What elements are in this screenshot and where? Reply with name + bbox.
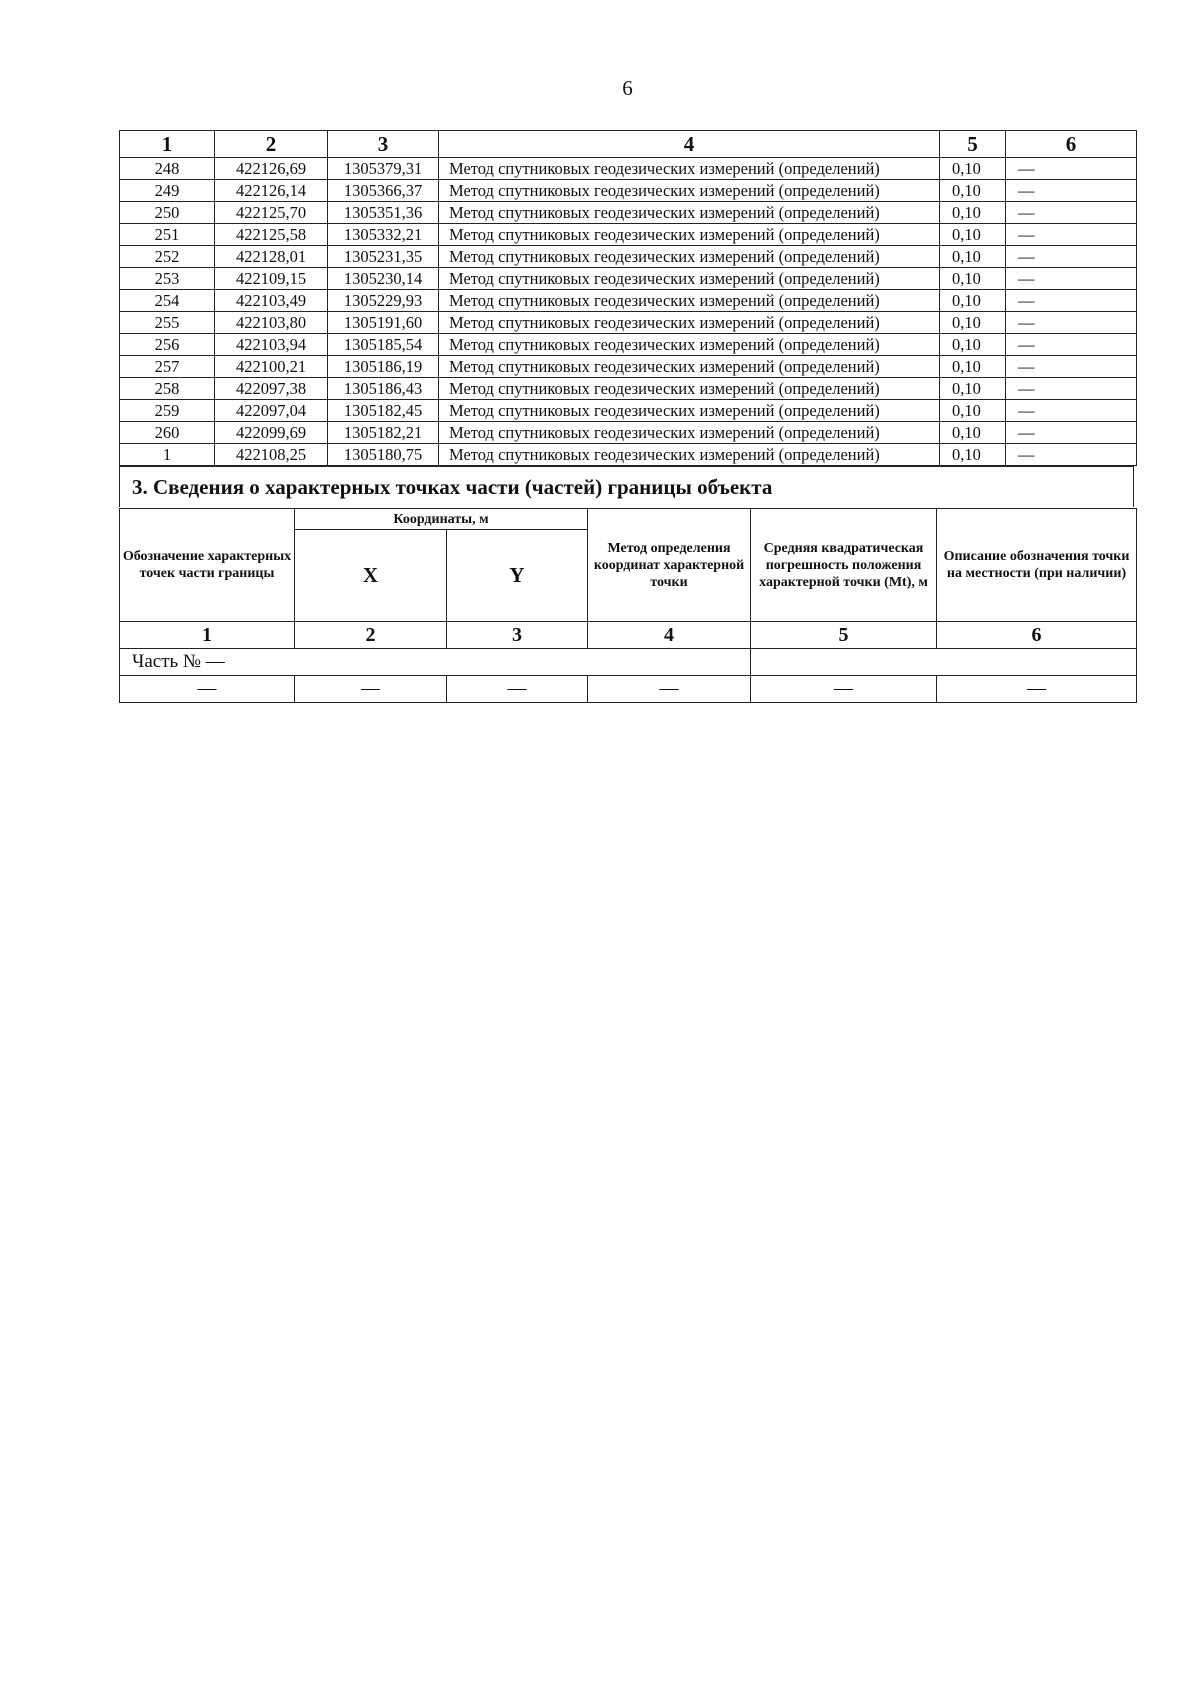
header-x: X [295,530,447,622]
header-y: Y [447,530,588,622]
table-row [120,444,1137,466]
part-label-empty [751,649,1137,676]
coord-y-cell: 1305379,31 [328,158,439,180]
method-cell: Метод спутниковых геодезических измерений (определений) [439,312,940,334]
table-row [120,356,1137,378]
error-cell: 0,10 [940,312,1006,334]
column-numbers-row [120,622,1137,649]
boundary-points-table [119,130,1137,466]
header-coordinates: Координаты, м [295,509,588,530]
description-cell: — [1006,400,1137,422]
description-cell: — [1006,312,1137,334]
coord-y-cell: 1305186,19 [328,356,439,378]
method-cell: Метод спутниковых геодезических измерений (определений) [439,268,940,290]
coord-x-cell: 422125,70 [215,202,328,224]
method-cell: Метод спутниковых геодезических измерений (определений) [439,444,940,466]
coord-y-cell: 1305191,60 [328,312,439,334]
description-cell: — [1006,202,1137,224]
coord-x-cell: 422097,38 [215,378,328,400]
point-number-cell: 257 [120,356,215,378]
table-row [120,378,1137,400]
header-error-text: Средняя квадратическая погрешность положения характерной точки (Mt), м [759,540,928,590]
column-number-4: 4 [588,622,751,649]
error-cell: 0,10 [940,224,1006,246]
error-cell: 0,10 [940,378,1006,400]
description-cell: — [1006,268,1137,290]
column-number-1: 1 [120,622,295,649]
error-cell: 0,10 [940,268,1006,290]
part-boundary-table [119,508,1137,703]
table-row [120,246,1137,268]
point-number-cell: 258 [120,378,215,400]
description-cell: — [1006,378,1137,400]
description-cell: — [1006,444,1137,466]
point-number-cell: 255 [120,312,215,334]
coord-x-cell: 422126,69 [215,158,328,180]
method-cell: Метод спутниковых геодезических измерений (определений) [439,180,940,202]
empty-value-cell: — [120,676,295,703]
column-header-1: 1 [120,131,215,158]
coord-x-cell: 422108,25 [215,444,328,466]
description-cell: — [1006,246,1137,268]
coord-x-cell: 422125,58 [215,224,328,246]
empty-value-cell: — [751,676,937,703]
empty-value-cell: — [937,676,1137,703]
coord-y-cell: 1305185,54 [328,334,439,356]
method-cell: Метод спутниковых геодезических измерений (определений) [439,202,940,224]
table-row [120,180,1137,202]
column-number-5: 5 [751,622,937,649]
description-cell: — [1006,334,1137,356]
point-number-cell: 248 [120,158,215,180]
column-header-3: 3 [328,131,439,158]
point-number-cell: 252 [120,246,215,268]
coord-x-cell: 422128,01 [215,246,328,268]
point-number-cell: 1 [120,444,215,466]
table-header-row [120,131,1137,158]
error-cell: 0,10 [940,202,1006,224]
coord-y-cell: 1305186,43 [328,378,439,400]
description-cell: — [1006,224,1137,246]
point-number-cell: 253 [120,268,215,290]
coord-y-cell: 1305332,21 [328,224,439,246]
part-data-row [120,676,1137,703]
header-description: Описание обозначения точки на местности (при наличии) [937,509,1137,622]
description-cell: — [1006,356,1137,378]
column-header-4: 4 [439,131,940,158]
point-number-cell: 259 [120,400,215,422]
method-cell: Метод спутниковых геодезических измерений (определений) [439,158,940,180]
coord-y-cell: 1305182,21 [328,422,439,444]
page-number: 6 [622,76,633,100]
column-header-6: 6 [1006,131,1137,158]
error-cell: 0,10 [940,422,1006,444]
error-cell: 0,10 [940,158,1006,180]
method-cell: Метод спутниковых геодезических измерений (определений) [439,356,940,378]
description-cell: — [1006,158,1137,180]
point-number-cell: 249 [120,180,215,202]
column-number-2: 2 [295,622,447,649]
method-cell: Метод спутниковых геодезических измерений (определений) [439,224,940,246]
column-number-3: 3 [447,622,588,649]
coord-y-cell: 1305182,45 [328,400,439,422]
description-cell: — [1006,422,1137,444]
coord-x-cell: 422109,15 [215,268,328,290]
coord-y-cell: 1305366,37 [328,180,439,202]
empty-value-cell: — [588,676,751,703]
error-cell: 0,10 [940,180,1006,202]
coord-x-cell: 422103,80 [215,312,328,334]
coord-y-cell: 1305180,75 [328,444,439,466]
description-cell: — [1006,180,1137,202]
coord-x-cell: 422126,14 [215,180,328,202]
table-row [120,202,1137,224]
method-cell: Метод спутниковых геодезических измерений (определений) [439,334,940,356]
table-row [120,268,1137,290]
point-number-cell: 260 [120,422,215,444]
coord-y-cell: 1305231,35 [328,246,439,268]
header-error [751,509,937,622]
description-cell: — [1006,290,1137,312]
error-cell: 0,10 [940,334,1006,356]
method-cell: Метод спутниковых геодезических измерений (определений) [439,246,940,268]
coord-x-cell: 422103,49 [215,290,328,312]
section-title: 3. Сведения о характерных точках части (частей) границы объекта [132,475,773,499]
table-row [120,158,1137,180]
column-header-5: 5 [940,131,1006,158]
empty-value-cell: — [447,676,588,703]
point-number-cell: 256 [120,334,215,356]
table-row [120,334,1137,356]
table-row [120,422,1137,444]
header-method: Метод определения координат характерной точки [588,509,751,622]
error-cell: 0,10 [940,356,1006,378]
table-row [120,312,1137,334]
column-header-2: 2 [215,131,328,158]
method-cell: Метод спутниковых геодезических измерений (определений) [439,290,940,312]
coord-x-cell: 422099,69 [215,422,328,444]
coord-y-cell: 1305229,93 [328,290,439,312]
method-cell: Метод спутниковых геодезических измерений (определений) [439,378,940,400]
header-designation: Обозначение характерных точек части границы [120,509,295,622]
section-title-box [119,466,1134,507]
coord-y-cell: 1305351,36 [328,202,439,224]
point-number-cell: 254 [120,290,215,312]
coord-y-cell: 1305230,14 [328,268,439,290]
error-cell: 0,10 [940,400,1006,422]
coord-x-cell: 422100,21 [215,356,328,378]
error-cell: 0,10 [940,246,1006,268]
point-number-cell: 250 [120,202,215,224]
method-cell: Метод спутниковых геодезических измерений (определений) [439,422,940,444]
table-row [120,290,1137,312]
coord-x-cell: 422097,04 [215,400,328,422]
table-row [120,400,1137,422]
coord-x-cell: 422103,94 [215,334,328,356]
column-number-6: 6 [937,622,1137,649]
point-number-cell: 251 [120,224,215,246]
error-cell: 0,10 [940,290,1006,312]
error-cell: 0,10 [940,444,1006,466]
method-cell: Метод спутниковых геодезических измерений (определений) [439,400,940,422]
table-row [120,224,1137,246]
part-label: Часть № — [120,649,751,676]
empty-value-cell: — [295,676,447,703]
